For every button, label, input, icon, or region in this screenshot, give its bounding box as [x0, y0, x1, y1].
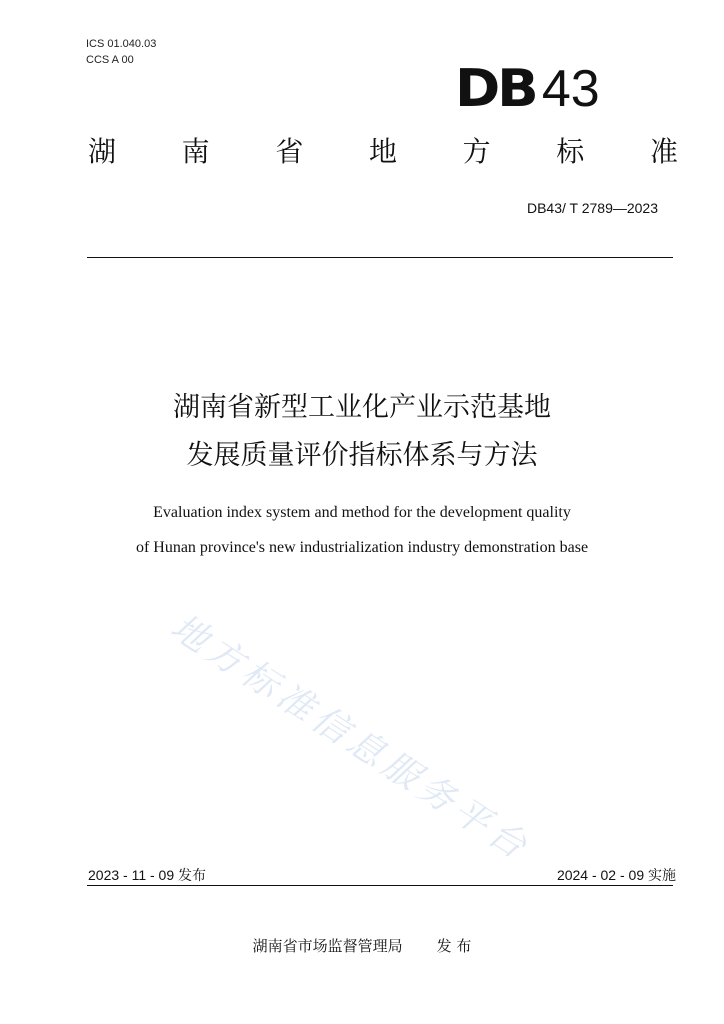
- heading-char: 标: [556, 135, 585, 168]
- db-logo: [455, 59, 600, 119]
- bottom-divider: [87, 885, 673, 886]
- heading-char: 南: [181, 135, 210, 168]
- top-divider: [87, 257, 673, 258]
- ics-code: ICS 01.040.03: [86, 38, 157, 50]
- ccs-code: CCS A 00: [86, 54, 134, 66]
- local-standard-heading: [88, 132, 678, 172]
- chinese-title-line-1: 湖南省新型工业化产业示范基地: [173, 392, 551, 423]
- issuer-action: 发 布: [436, 937, 472, 955]
- logo-number: 43: [541, 60, 600, 118]
- release-date: 2023 - 11 - 09 发布: [88, 867, 207, 883]
- classification-codes: [86, 36, 156, 68]
- heading-char: 湖: [88, 135, 117, 168]
- logo-prefix: DB: [455, 59, 536, 119]
- english-title-line-1: Evaluation index system and method for the development quality: [153, 504, 571, 521]
- heading-char: 地: [368, 135, 397, 168]
- issuer-name: 湖南省市场监督管理局: [252, 937, 403, 955]
- watermark: 地方标准信息服务平台: [163, 606, 538, 870]
- chinese-title-line-2: 发展质量评价指标体系与方法: [186, 440, 538, 471]
- heading-char: 方: [462, 135, 491, 168]
- issuer-line: [0, 935, 724, 956]
- heading-char: 准: [649, 135, 678, 168]
- heading-char: 省: [275, 135, 304, 168]
- implementation-date: 2024 - 02 - 09 实施: [556, 867, 676, 883]
- standard-number: DB43/ T 2789—2023: [526, 200, 658, 216]
- english-title-line-2: of Hunan province's new industrialization industry demonstration base: [135, 539, 589, 556]
